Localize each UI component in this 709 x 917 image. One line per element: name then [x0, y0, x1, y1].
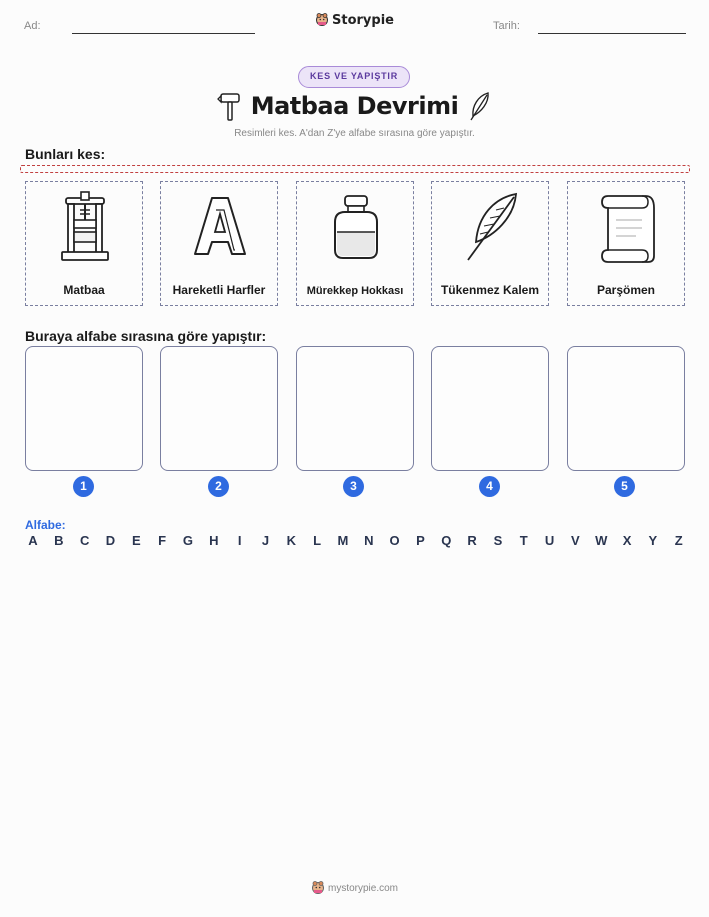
- feather-icon: [466, 90, 494, 122]
- storypie-logo-icon: [315, 12, 329, 26]
- alphabet-letter: J: [261, 533, 270, 548]
- alphabet-letter: H: [209, 533, 219, 548]
- alphabet-letter: G: [182, 533, 194, 548]
- alphabet-letter: Y: [648, 533, 658, 548]
- paste-box-1[interactable]: [25, 346, 143, 471]
- alphabet-letter: L: [313, 533, 322, 548]
- title-row: [0, 90, 709, 126]
- alphabet-letter: D: [105, 533, 116, 548]
- alphabet-letter: E: [131, 533, 141, 548]
- alphabet-letter: U: [544, 533, 555, 548]
- scroll-icon: [592, 188, 662, 268]
- alphabet-letter: T: [519, 533, 528, 548]
- paste-number-4: 4: [479, 476, 500, 497]
- cut-card-label: Mürekkep Hokkası: [306, 285, 404, 297]
- alphabet-letter: A: [28, 533, 38, 548]
- alphabet-letter: F: [158, 533, 167, 548]
- paste-number-1: 1: [73, 476, 94, 497]
- page-title: Matbaa Devrimi: [250, 92, 459, 120]
- cut-card-murekkep-hokkasi[interactable]: [296, 181, 414, 306]
- alphabet-letter: Q: [441, 533, 452, 548]
- alphabet-label: Alfabe:: [25, 518, 66, 532]
- alphabet-letter: X: [622, 533, 632, 548]
- cut-line: [20, 165, 690, 173]
- letter-a-icon: [185, 188, 255, 268]
- alphabet-letter: O: [389, 533, 400, 548]
- cut-section-label: Bunları kes:: [25, 146, 106, 162]
- paste-box-5[interactable]: [567, 346, 685, 471]
- paste-box-4[interactable]: [431, 346, 549, 471]
- alphabet-letter: M: [337, 533, 349, 548]
- alphabet-letter: S: [493, 533, 503, 548]
- ink-pot-icon: [321, 188, 391, 268]
- cut-card-label: Tükenmez Kalem: [440, 283, 540, 297]
- footer: [0, 880, 709, 894]
- alphabet-letter: K: [286, 533, 296, 548]
- paste-box-3[interactable]: [296, 346, 414, 471]
- storypie-logo-icon: [311, 880, 325, 894]
- cut-card-label: Matbaa: [63, 283, 105, 297]
- cut-card-tukenmez-kalem[interactable]: [431, 181, 549, 306]
- printing-press-icon: [50, 188, 120, 268]
- brand-name: Storypie: [332, 13, 394, 28]
- date-line[interactable]: [538, 33, 686, 34]
- date-label: Tarih:: [493, 20, 520, 32]
- paste-number-5: 5: [614, 476, 635, 497]
- quill-icon: [456, 188, 526, 268]
- cut-card-label: Parşömen: [596, 283, 656, 297]
- alphabet-letter: I: [237, 533, 242, 548]
- alphabet-letter: P: [416, 533, 425, 548]
- alphabet-letter: V: [571, 533, 580, 548]
- cut-card-label: Hareketli Harfler: [172, 283, 266, 297]
- paste-box-2[interactable]: [160, 346, 278, 471]
- alphabet-letter: B: [54, 533, 64, 548]
- cut-card-matbaa[interactable]: [25, 181, 143, 306]
- alphabet-letter: W: [595, 533, 608, 548]
- cut-card-hareketli-harfler[interactable]: [160, 181, 278, 306]
- paste-number-3: 3: [343, 476, 364, 497]
- alphabet-letter: R: [467, 533, 477, 548]
- alphabet-letter: Z: [674, 533, 683, 548]
- alphabet-letter: N: [364, 533, 374, 548]
- instructions: Resimleri kes. A'dan Z'ye alfabe sırasına göre yapıştır.: [234, 128, 475, 139]
- cut-and-paste-badge: KES VE YAPIŞTIR: [298, 66, 410, 88]
- name-line[interactable]: [72, 33, 255, 34]
- paste-section-label: Buraya alfabe sırasına göre yapıştır:: [25, 328, 267, 344]
- alphabet-letter: C: [79, 533, 90, 548]
- paste-number-2: 2: [208, 476, 229, 497]
- brand: [0, 12, 709, 28]
- cut-card-parsomen[interactable]: [567, 181, 685, 306]
- name-label: Ad:: [24, 20, 41, 32]
- alphabet-row: [26, 533, 686, 548]
- footer-url[interactable]: mystorypie.com: [327, 883, 398, 894]
